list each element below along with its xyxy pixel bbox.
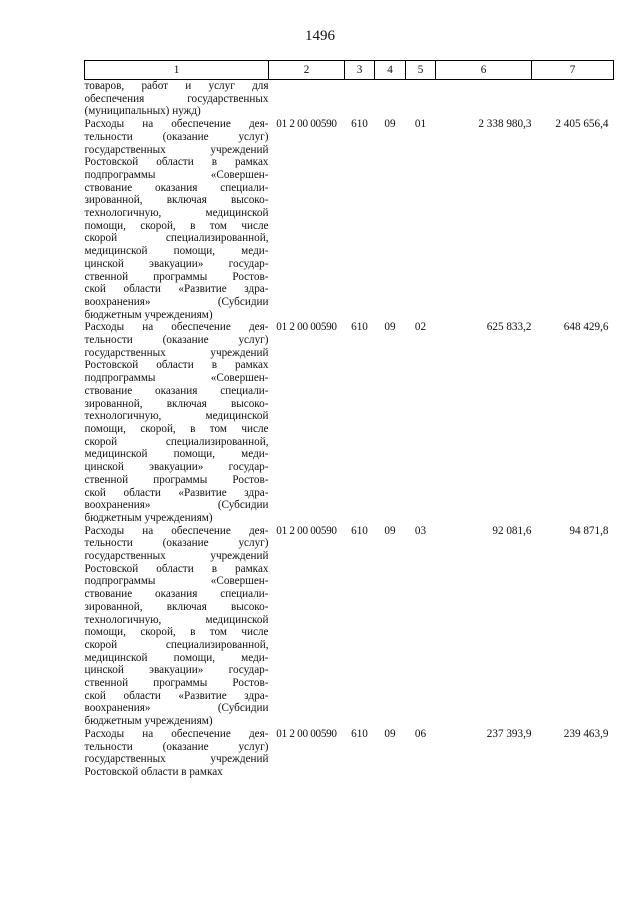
description-line: зированной, включая высоко- xyxy=(84,194,269,207)
description-line: бюджетным учреждениям) xyxy=(84,308,213,321)
description-line: медицинской помощи, меди- xyxy=(84,448,269,461)
expense-type-code: 610 xyxy=(351,321,368,334)
description-line: Ростовской области в рамках xyxy=(84,765,223,778)
description-line: Ростовской области в рамках xyxy=(84,156,269,169)
expense-type-code: 610 xyxy=(351,524,368,537)
description-line: ственной программы Ростов- xyxy=(84,270,269,283)
table-row xyxy=(85,80,614,119)
amount-year-2: 239 463,9 xyxy=(563,727,609,740)
description-line: ской области «Развитие здра- xyxy=(84,283,269,296)
description-line: цинской эвакуации» государ- xyxy=(84,257,269,270)
description-line: Расходы на обеспечение дея- xyxy=(84,524,269,537)
description-line: скорой специализированной, xyxy=(84,435,269,448)
description-line: государственных учреждений xyxy=(84,753,269,766)
description-line: подпрограммы «Совершен- xyxy=(84,575,269,588)
description-line: товаров, работ и услуг для xyxy=(84,80,269,92)
table-row xyxy=(85,321,614,524)
description-line: государственных учреждений xyxy=(84,143,269,156)
expense-description xyxy=(85,80,269,119)
column-header-2: 2 xyxy=(269,61,345,80)
description-line: ственной программы Ростов- xyxy=(84,473,269,486)
description-line: воохранения» (Субсидии xyxy=(84,499,269,512)
expense-type-code: 610 xyxy=(351,727,368,740)
description-line: Расходы на обеспечение дея- xyxy=(84,727,269,740)
description-line: медицинской помощи, меди- xyxy=(84,651,269,664)
description-line: тельности (оказание услуг) xyxy=(84,130,269,143)
description-line: Расходы на обеспечение дея- xyxy=(84,118,269,131)
description-line: технологичную, медицинской xyxy=(84,207,269,220)
description-line: Ростовской области в рамках xyxy=(84,562,269,575)
description-line: помощи, скорой, в том числе xyxy=(84,219,269,232)
description-line: помощи, скорой, в том числе xyxy=(84,422,269,435)
description-line: (муниципальных) нужд) xyxy=(84,105,201,118)
column-header-6: 6 xyxy=(436,61,532,80)
description-line: обеспечения государственных xyxy=(84,92,269,105)
amount-year-1: 237 393,9 xyxy=(486,727,532,740)
expense-description xyxy=(85,118,269,321)
column-header-5: 5 xyxy=(406,61,436,80)
description-line: ской области «Развитие здра- xyxy=(84,689,269,702)
description-line: воохранения» (Субсидии xyxy=(84,295,269,308)
description-line: зированной, включая высоко- xyxy=(84,397,269,410)
subsection-code: 02 xyxy=(414,321,427,334)
description-line: Ростовской области в рамках xyxy=(84,359,269,372)
target-article-code: 01 2 00 00590 xyxy=(276,524,337,537)
target-article-code: 01 2 00 00590 xyxy=(276,321,337,334)
amount-year-1 xyxy=(436,80,532,119)
header-row xyxy=(85,61,614,80)
section-code: 09 xyxy=(384,118,396,131)
expense-description xyxy=(85,525,269,728)
description-line: технологичную, медицинской xyxy=(84,613,269,626)
description-line: технологичную, медицинской xyxy=(84,410,269,423)
description-line: ской области «Развитие здра- xyxy=(84,486,269,499)
description-line: Расходы на обеспечение дея- xyxy=(84,321,269,334)
table-row xyxy=(85,118,614,321)
description-line: государственных учреждений xyxy=(84,346,269,359)
column-header-7: 7 xyxy=(532,61,614,80)
column-header-4: 4 xyxy=(375,61,406,80)
target-article-code xyxy=(269,80,345,119)
column-header-1: 1 xyxy=(85,61,269,80)
description-line: ствование оказания специали- xyxy=(84,181,269,194)
description-line: подпрограммы «Совершен- xyxy=(84,372,269,385)
subsection-code xyxy=(406,80,436,119)
amount-year-1: 92 081,6 xyxy=(492,524,532,537)
subsection-code: 06 xyxy=(414,727,427,740)
subsection-code: 03 xyxy=(414,524,427,537)
amount-year-1: 625 833,2 xyxy=(486,321,532,334)
amount-year-1: 2 338 980,3 xyxy=(478,118,532,131)
expense-description xyxy=(85,321,269,524)
section-code: 09 xyxy=(384,727,396,740)
description-line: помощи, скорой, в том числе xyxy=(84,626,269,639)
section-code: 09 xyxy=(384,321,396,334)
description-line: бюджетным учреждениям) xyxy=(84,715,213,728)
description-line: скорой специализированной, xyxy=(84,232,269,245)
section-code xyxy=(375,80,406,119)
page-number: 1496 xyxy=(305,28,335,44)
expense-type-code xyxy=(345,80,375,119)
table-body xyxy=(85,80,614,779)
budget-table xyxy=(84,60,614,779)
section-code: 09 xyxy=(384,524,396,537)
description-line: воохранения» (Субсидии xyxy=(84,702,269,715)
description-line: тельности (оказание услуг) xyxy=(84,334,269,347)
description-line: ствование оказания специали- xyxy=(84,384,269,397)
table-row xyxy=(85,728,614,779)
description-line: ственной программы Ростов- xyxy=(84,677,269,690)
target-article-code: 01 2 00 00590 xyxy=(276,727,337,740)
description-line: зированной, включая высоко- xyxy=(84,600,269,613)
description-line: медицинской помощи, меди- xyxy=(84,245,269,258)
description-line: тельности (оказание услуг) xyxy=(84,740,269,753)
description-line: ствование оказания специали- xyxy=(84,588,269,601)
subsection-code: 01 xyxy=(414,118,427,131)
description-line: тельности (оказание услуг) xyxy=(84,537,269,550)
target-article-code: 01 2 00 00590 xyxy=(276,118,337,131)
description-line: подпрограммы «Совершен- xyxy=(84,168,269,181)
amount-year-2: 648 429,6 xyxy=(563,321,609,334)
description-line: скорой специализированной, xyxy=(84,638,269,651)
amount-year-2: 2 405 656,4 xyxy=(555,118,609,131)
expense-type-code: 610 xyxy=(351,118,368,131)
amount-year-2: 94 871,8 xyxy=(569,524,609,537)
table-row xyxy=(85,525,614,728)
column-header-3: 3 xyxy=(345,61,375,80)
description-line: государственных учреждений xyxy=(84,550,269,563)
amount-year-2 xyxy=(532,80,614,119)
description-line: бюджетным учреждениям) xyxy=(84,511,213,524)
description-line: цинской эвакуации» государ- xyxy=(84,664,269,677)
description-line: цинской эвакуации» государ- xyxy=(84,461,269,474)
expense-description xyxy=(85,728,269,779)
